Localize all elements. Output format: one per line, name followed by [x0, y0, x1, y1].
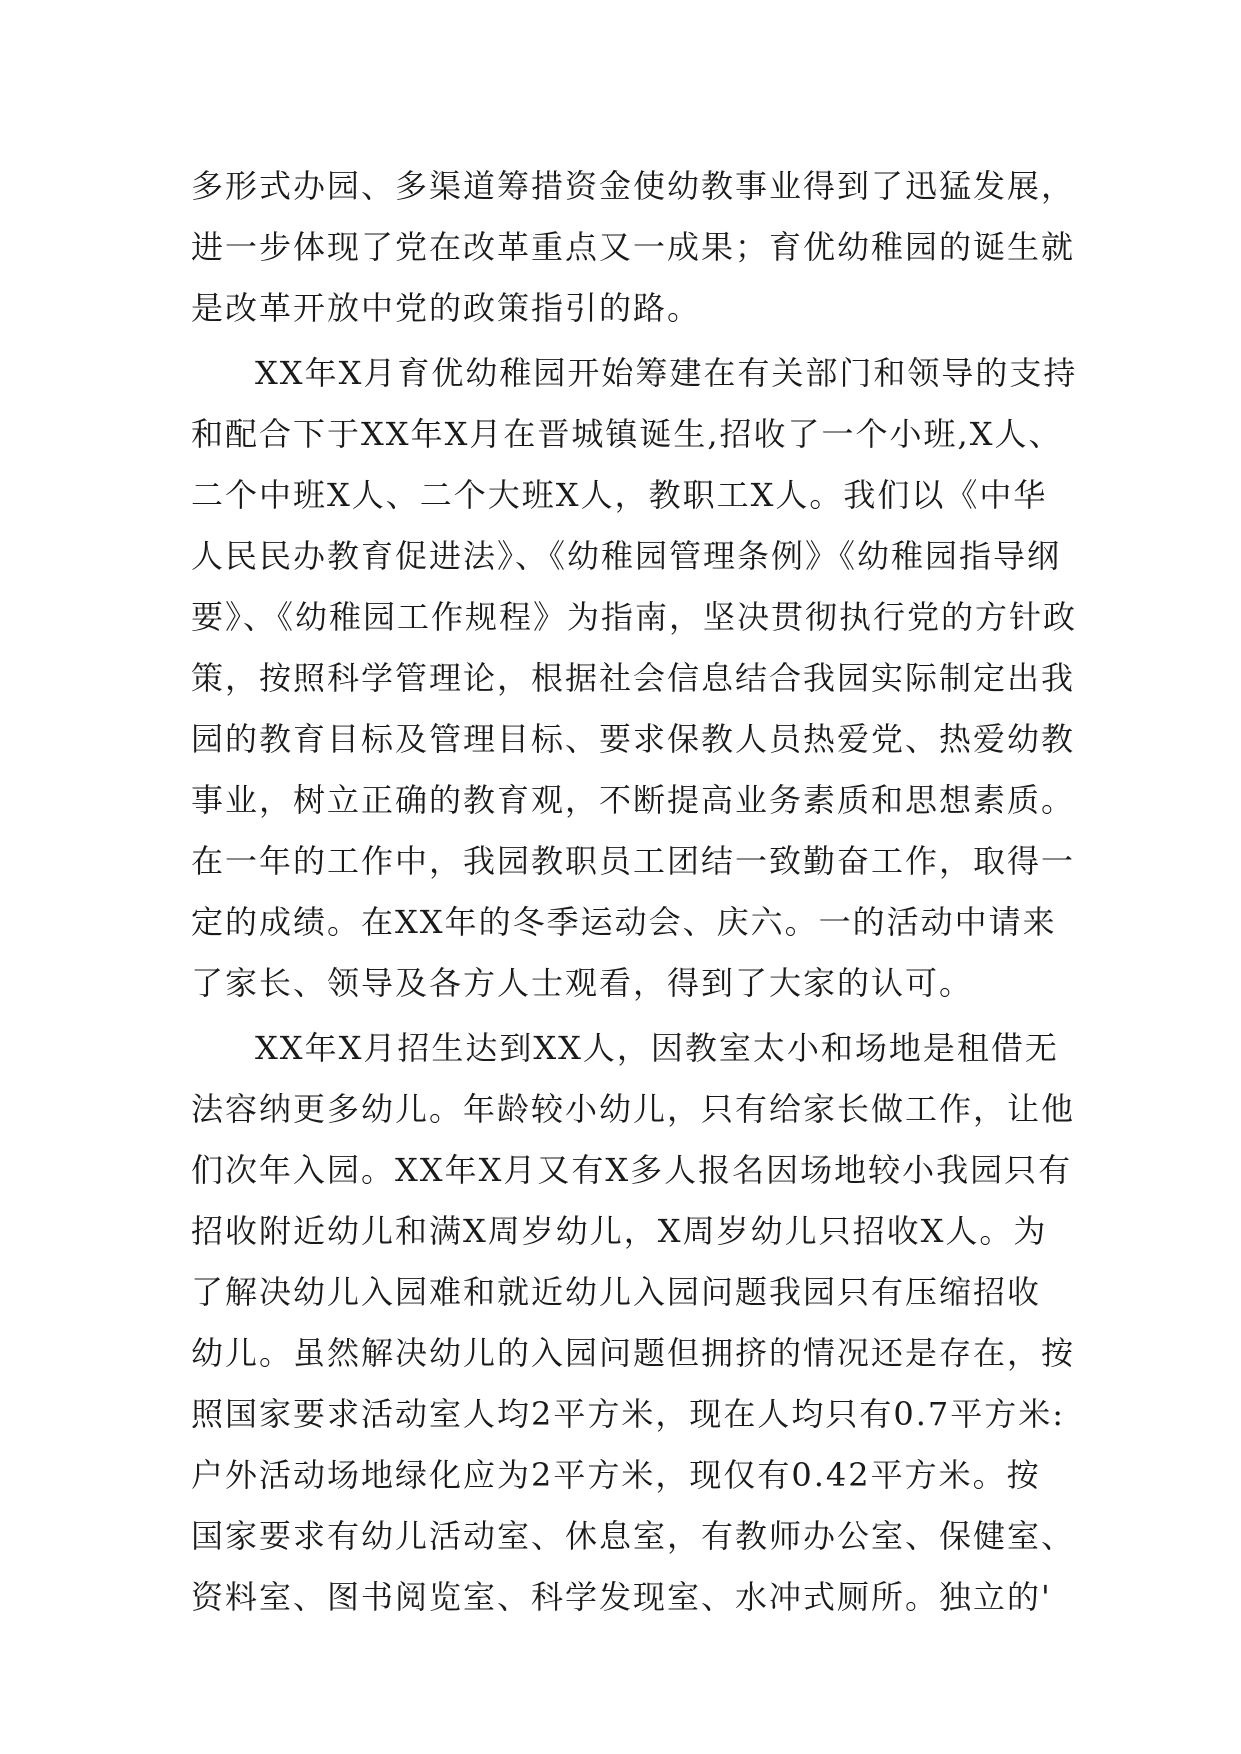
text-line: 多形式办园、多渠道筹措资金使幼教事业得到了迅猛发展，	[191, 167, 1076, 205]
text-line: 们次年入园。XX年X月又有X多人报名因场地较小我园只有	[191, 1151, 1073, 1189]
text-line: 二个中班X人、二个大班X人，教职工X人。我们以《中华	[191, 476, 1048, 514]
text-line: 照国家要求活动室人均2平方米，现在人均只有0.7平方米:	[191, 1395, 1066, 1433]
text-line: XX年X月招生达到XX人，因教室太小和场地是租借无	[255, 1029, 1059, 1067]
text-line: 策，按照科学管理论，根据社会信息结合我园实际制定出我	[191, 659, 1076, 697]
text-line: 进一步体现了党在改革重点又一成果；育优幼稚园的诞生就	[191, 228, 1076, 266]
document-body	[191, 156, 1078, 1628]
paragraph-3	[191, 1018, 1076, 1628]
text-line: 国家要求有幼儿活动室、休息室，有教师办公室、保健室、	[191, 1517, 1076, 1555]
text-line: XX年X月育优幼稚园开始筹建在有关部门和领导的支持	[255, 354, 1078, 392]
text-line: 了解决幼儿入园难和就近幼儿入园问题我园只有压缩招收	[191, 1273, 1042, 1311]
text-line: 定的成绩。在XX年的冬季运动会、庆六。一的活动中请来	[191, 903, 1057, 941]
text-line: 园的教育目标及管理目标、要求保教人员热爱党、热爱幼教	[191, 720, 1076, 758]
text-line: 和配合下于XX年X月在晋城镇诞生,招收了一个小班,X人、	[191, 415, 1063, 453]
text-line: 幼儿。虽然解决幼儿的入园问题但拥挤的情况还是存在，按	[191, 1334, 1076, 1372]
text-line: 事业，树立正确的教育观，不断提高业务素质和思想素质。	[191, 781, 1076, 819]
text-line: 是改革开放中党的政策指引的路。	[191, 289, 702, 327]
paragraph-2	[191, 343, 1078, 1014]
text-line: 法容纳更多幼儿。年龄较小幼儿，只有给家长做工作，让他	[191, 1090, 1076, 1128]
text-line: 资料室、图书阅览室、科学发现室、水冲式厕所。独立的'	[191, 1578, 1052, 1616]
text-line: 招收附近幼儿和满X周岁幼儿，X周岁幼儿只招收X人。为	[191, 1212, 1048, 1250]
text-line: 在一年的工作中，我园教职员工团结一致勤奋工作，取得一	[191, 842, 1076, 880]
text-line: 户外活动场地绿化应为2平方米，现仅有0.42平方米。按	[191, 1456, 1041, 1494]
text-line: 要》、《幼稚园工作规程》为指南，坚决贯彻执行党的方针政	[191, 598, 1078, 636]
text-line: 人民民办教育促进法》、《幼稚园管理条例》《幼稚园指导纲	[191, 537, 1062, 575]
paragraph-1	[191, 156, 1076, 339]
text-line: 了家长、领导及各方人士观看，得到了大家的认可。	[191, 964, 974, 1002]
